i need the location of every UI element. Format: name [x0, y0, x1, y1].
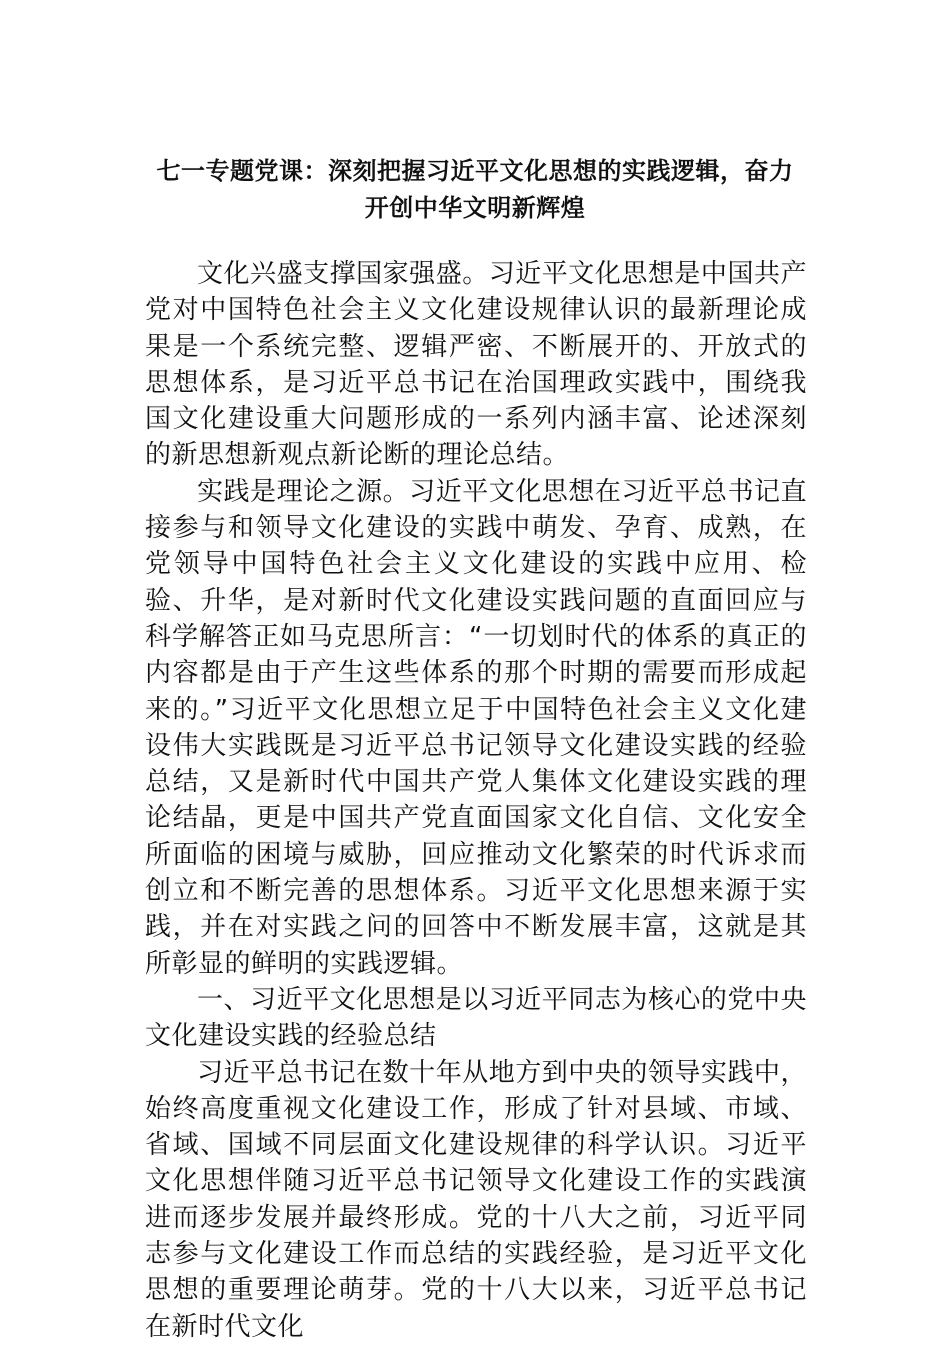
paragraph-practice: 实践是理论之源。习近平文化思想在习近平总书记直接参与和领导文化建设的实践中萌发、孕育、成熟，在党领导中国特色社会主义文化建设的实践中应用、检验、升华，是对新时代文化建设实践问题的直面回应与科学解答正如马克思所言：“一切划时代的体系的真正的内容都是由于产生这些体系的那个时期的需要而形成起来的。”习近平文化思想立足于中国特色社会主义文化建设伟大实践既是习近平总书记领导文化建设实践的经验总结，又是新时代中国共产党人集体文化建设实践的理论结晶，更是中国共产党直面国家文化自信、文化安全所面临的困境与威胁，回应推动文化繁荣的时代诉求而创立和不断完善的思想体系。习近平文化思想来源于实践，并在对实践之问的回答中不断发展丰富，这就是其所彰显的鲜明的实践逻辑。 [145, 476, 807, 979]
document-body [145, 256, 807, 1345]
document-title: 七一专题党课：深刻把握习近平文化思想的实践逻辑，奋力开创中华文明新辉煌 [156, 157, 794, 222]
paragraph-section-one: 习近平总书记在数十年从地方到中央的领导实践中，始终高度重视文化建设工作，形成了针对县域、市域、省域、国域不同层面文化建设规律的科学认识。习近平文化思想伴随习近平总书记领导文化建设工作的实践演进而逐步发展并最终形成。党的十八大之前，习近平同志参与文化建设工作而总结的实践经验，是习近平文化思想的重要理论萌芽。党的十八大以来，习近平总书记在新时代文化 [145, 1057, 807, 1342]
paragraph-intro: 文化兴盛支撑国家强盛。习近平文化思想是中国共产党对中国特色社会主义文化建设规律认识的最新理论成果是一个系统完整、逻辑严密、不断展开的、开放式的思想体系，是习近平总书记在治国理政实践中，围绕我国文化建设重大问题形成的一系列内涵丰富、论述深刻的新思想新观点新论断的理论总结。 [145, 259, 807, 471]
section-heading-one: 一、习近平文化思想是以习近平同志为核心的党中央文化建设实践的经验总结 [145, 984, 807, 1052]
